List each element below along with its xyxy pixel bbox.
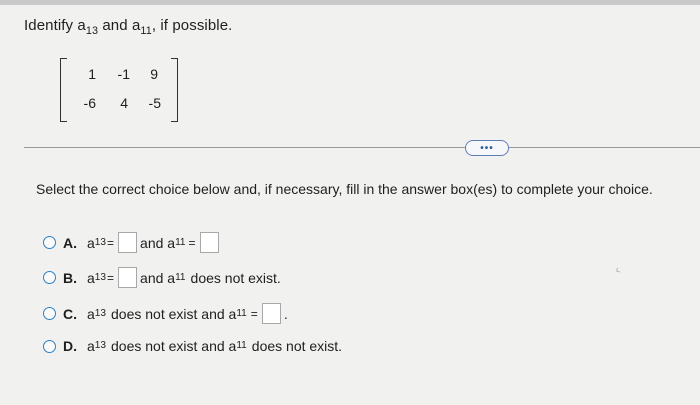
matrix-cell-2-1: -6 <box>83 95 96 111</box>
choice-a-eq2: = <box>188 235 196 250</box>
matrix-cell-2-3: -5 <box>148 95 161 111</box>
matrix-cell-2-2: 4 <box>120 95 128 111</box>
choice-a-var: a <box>87 234 95 251</box>
choice-b-radio[interactable] <box>43 271 56 284</box>
pen-mark-icon: ‹ <box>611 261 623 278</box>
instruction-text: Select the correct choice below and, if necessary, fill in the answer box(es) to complete your choice. <box>36 181 653 197</box>
choice-a-radio[interactable] <box>43 236 56 249</box>
matrix-left-bracket <box>60 58 67 122</box>
choice-b[interactable]: B. a 13 = and a 11 does not exist. <box>43 267 281 288</box>
question-prompt <box>24 17 233 37</box>
choice-d-var: a <box>87 338 95 354</box>
choice-a[interactable]: A. a 13 = and a 11 = <box>43 232 222 253</box>
choice-c-radio[interactable] <box>43 307 56 320</box>
question-sub-11: 11 <box>140 24 152 37</box>
choice-b-eq1: = <box>107 270 115 285</box>
choice-b-answer-box[interactable] <box>118 267 137 288</box>
more-options-button[interactable]: ••• <box>465 140 509 156</box>
choice-d-radio[interactable] <box>43 340 56 353</box>
choice-c-mid: does not exist and a <box>111 305 237 322</box>
question-sub-13: 13 <box>85 24 99 37</box>
choice-a-eq1: = <box>107 235 115 250</box>
section-divider <box>24 147 700 148</box>
choice-c-letter: C. <box>63 305 77 322</box>
choice-b-tail: does not exist. <box>190 269 281 286</box>
choice-b-letter: B. <box>63 269 77 286</box>
question-text-and: and a <box>98 17 141 34</box>
choice-c-tail: . <box>283 305 288 322</box>
choice-b-and: and a <box>140 269 176 286</box>
choice-c[interactable]: C. a 13 does not exist and a 11 = . <box>43 303 288 324</box>
matrix <box>60 58 178 122</box>
choice-d-letter: D. <box>63 338 77 354</box>
matrix-cell-1-3: 9 <box>150 66 158 82</box>
matrix-cell-1-1: 1 <box>88 66 96 82</box>
question-text-suffix: , if possible. <box>151 17 233 34</box>
choice-d[interactable]: D. a 13 does not exist and a 11 does not exist. <box>43 338 342 354</box>
question-text-a: Identify a <box>24 17 86 34</box>
choice-c-answer-box[interactable] <box>262 303 281 324</box>
choice-a-answer-box-2[interactable] <box>200 232 219 253</box>
choice-a-letter: A. <box>63 234 77 251</box>
choice-a-answer-box-1[interactable] <box>118 232 137 253</box>
choice-c-var: a <box>87 305 95 322</box>
choice-b-var: a <box>87 269 95 286</box>
choice-c-eq2: = <box>250 306 258 321</box>
choice-d-tail: does not exist. <box>251 338 343 354</box>
choice-d-mid: does not exist and a <box>111 338 237 354</box>
matrix-cell-1-2: -1 <box>117 66 130 82</box>
matrix-right-bracket <box>171 58 178 122</box>
top-bar <box>0 0 700 5</box>
choice-a-and: and a <box>140 234 176 251</box>
